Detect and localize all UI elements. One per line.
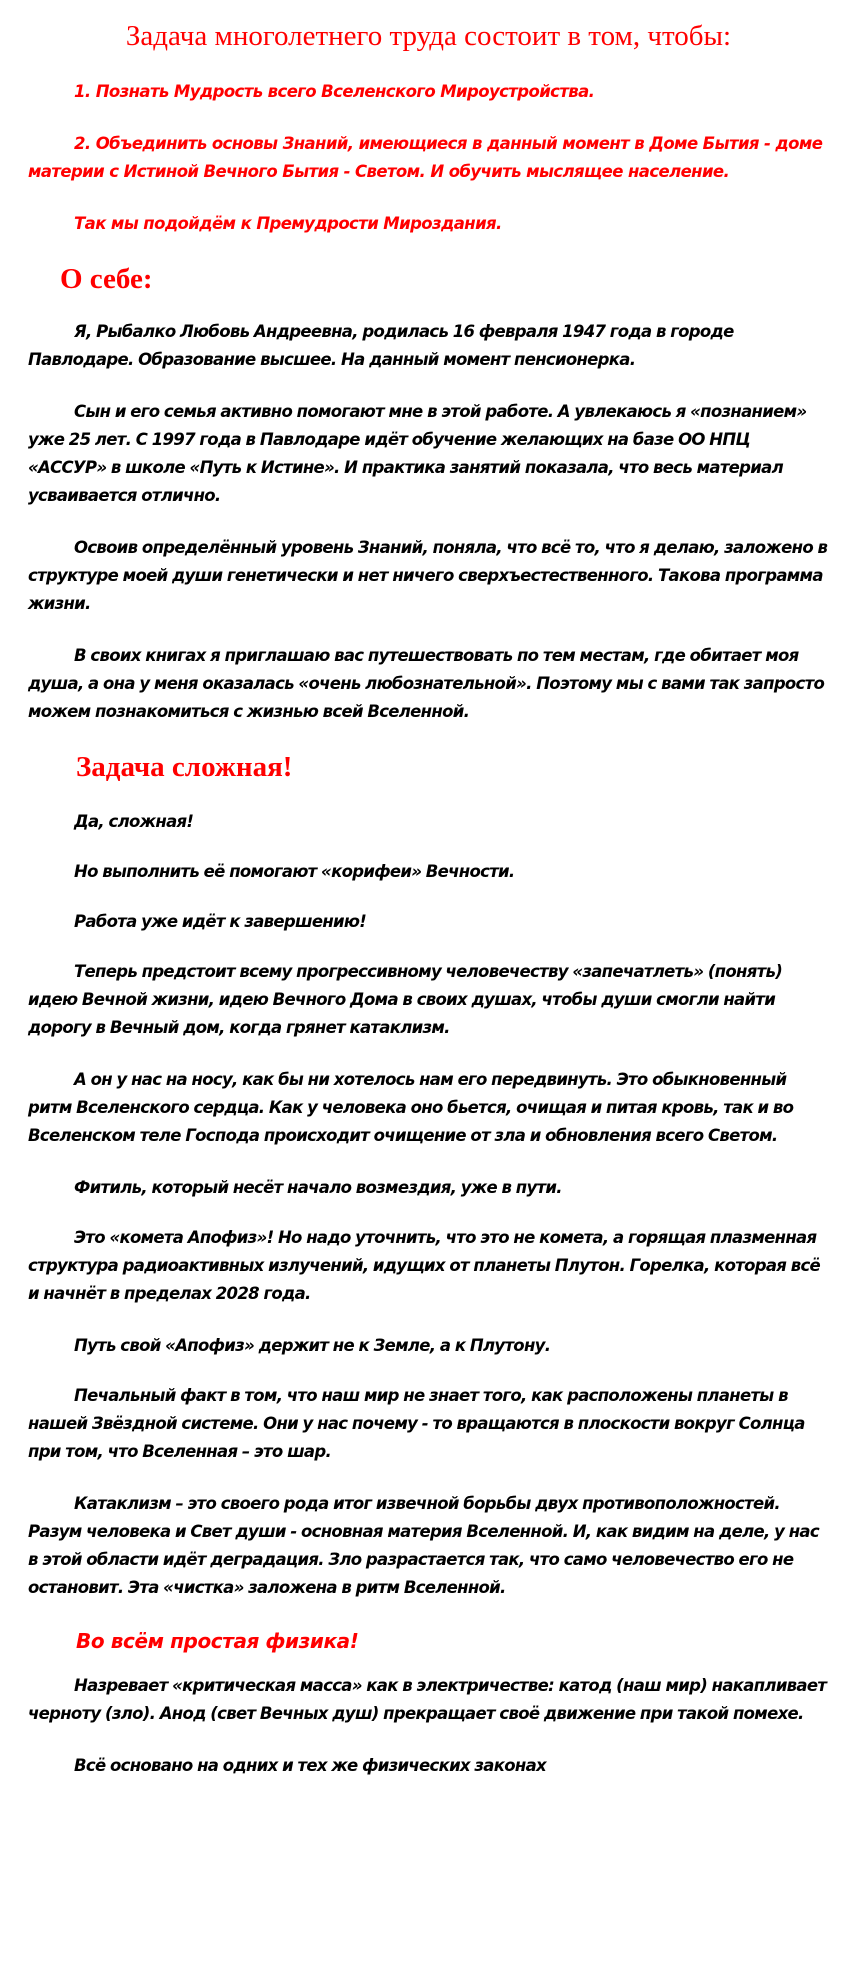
task-paragraph: Но выполнить её помогают «корифеи» Вечности. — [74, 862, 515, 881]
about-paragraph: Я, Рыбалко Любовь Андреевна, родилась 16 февраля 1947 года в городе Павлодаре. Образование высшее. На данный момент пенсионерка. — [28, 322, 734, 369]
about-paragraph: Освоив определённый уровень Знаний, поняла, что всё то, что я делаю, заложено в структуре моей души генетически и нет ничего сверхъестественного. Такова программа жизни. — [28, 538, 828, 613]
physics-heading: Во всём простая физика! — [76, 1629, 359, 1653]
goal-2: 2. Объединить основы Знаний, имеющиеся в данный момент в Доме Бытия - доме материи с Истиной Вечного Бытия - Светом. И обучить мыслящее население. — [28, 134, 823, 181]
task-heading: Задача сложная! — [76, 751, 293, 783]
about-heading: О себе: — [60, 263, 153, 295]
task-paragraph: Работа уже идёт к завершению! — [74, 912, 367, 931]
physics-paragraph: Всё основано на одних и тех же физических законах — [74, 1756, 546, 1775]
task-paragraph: А он у нас на носу, как бы ни хотелось нам его передвинуть. Это обыкновенный ритм Вселенского сердца. Как у человека оно бьется, очищая и питая кровь, так и во Вселенском теле Господа происходит очищение от зла и обновления всего Светом. — [28, 1070, 794, 1145]
task-paragraph: Фитиль, который несёт начало возмездия, уже в пути. — [74, 1178, 562, 1197]
task-paragraph: Путь свой «Апофиз» держит не к Земле, а к Плутону. — [74, 1336, 551, 1355]
task-paragraph: Это «комета Апофиз»! Но надо уточнить, что это не комета, а горящая плазменная структура радиоактивных излучений, идущих от планеты Плутон. Горелка, которая всё и начнёт в пределах 2028 года. — [28, 1228, 821, 1303]
about-paragraph: В своих книгах я приглашаю вас путешествовать по тем местам, где обитает моя душа, а она у меня оказалась «очень любознательной». Поэтому мы с вами так запросто можем познакомиться с жизнью всей Вселенной. — [28, 646, 825, 721]
physics-paragraph: Назревает «критическая масса» как в электричестве: катод (наш мир) накапливает черноту (зло). Анод (свет Вечных душ) прекращает своё движение при такой помехе. — [28, 1676, 827, 1723]
about-paragraph: Сын и его семья активно помогают мне в этой работе. А увлекаюсь я «познанием» уже 25 лет. С 1997 года в Павлодаре идёт обучение желающих на базе ОО НПЦ «АССУР» в школе «Путь к Истине». И практика занятий показала, что весь материал усваивается отлично. — [28, 402, 807, 505]
task-paragraph: Печальный факт в том, что наш мир не знает того, как расположены планеты в нашей Звёздной системе. Они у нас почему - то вращаются в плоскости вокруг Солнца при том, что Вселенная – это шар. — [28, 1386, 805, 1461]
goal-1: 1. Познать Мудрость всего Вселенского Мироустройства. — [74, 82, 595, 101]
task-paragraph: Да, сложная! — [74, 812, 194, 831]
task-paragraph: Теперь предстоит всему прогрессивному человечеству «запечатлеть» (понять) идею Вечной жизни, идею Вечного Дома в своих душах, чтобы души смогли найти дорогу в Вечный дом, когда грянет катаклизм. — [28, 962, 783, 1037]
goal-conclusion: Так мы подойдём к Премудрости Мироздания. — [74, 214, 502, 233]
main-title: Задача многолетнего труда состоит в том, чтобы: — [125, 20, 732, 52]
task-paragraph: Катаклизм – это своего рода итог извечной борьбы двух противоположностей. Разум человека и Свет души - основная материя Вселенной. И, как видим на деле, у нас в этой области идёт деградация. Зло разрастается так, что само человечество его не остановит. Эта «чистка» заложена в ритм Вселенной. — [28, 1494, 819, 1597]
